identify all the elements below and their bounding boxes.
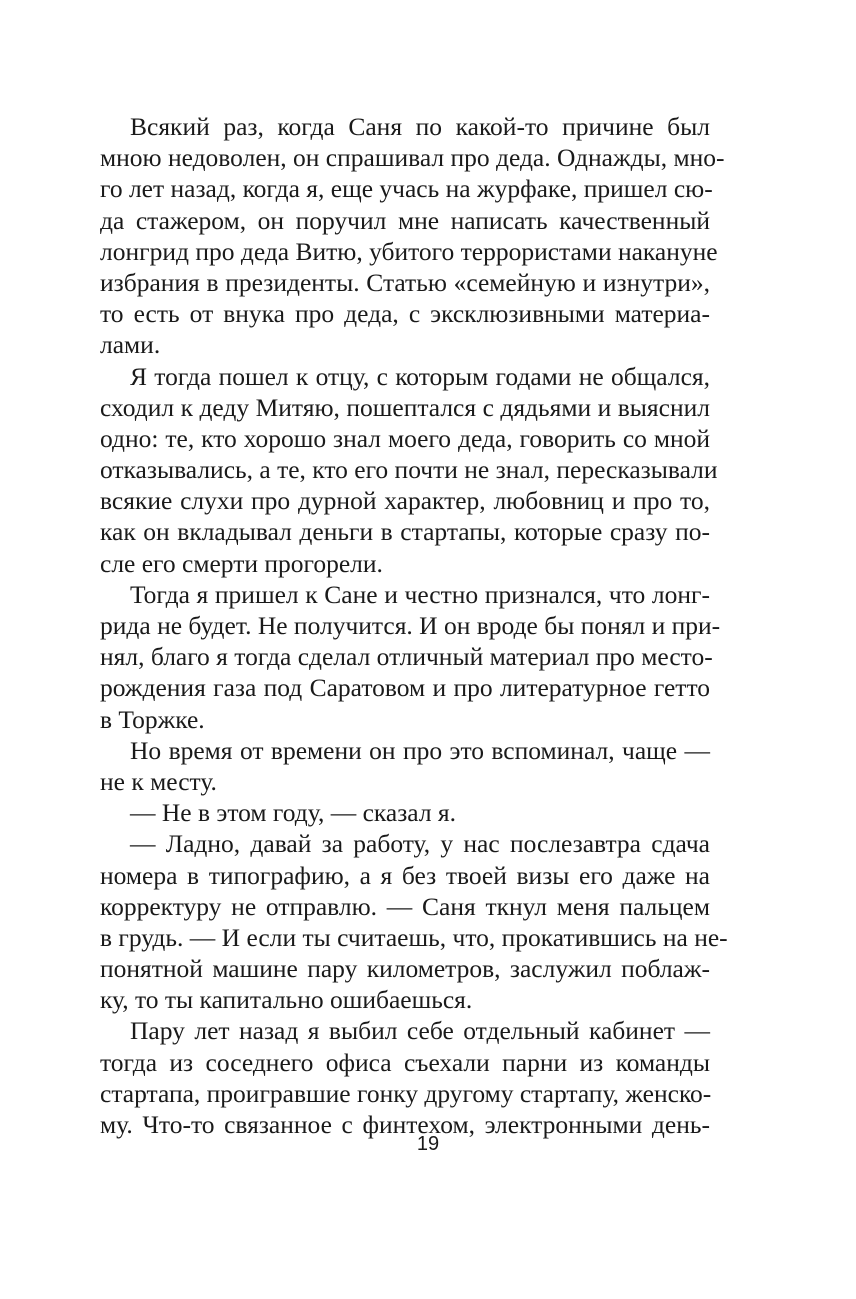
text-line: лами. [100,330,161,360]
text-line: в грудь. — И если ты считаешь, что, прокатившись на не- [100,922,728,952]
paragraph [100,111,725,361]
text-line: му. Что-то связанное с финтехом, электронными день- [100,1110,710,1139]
text-line: стартапа, проигравшие гонку другому стартапу, женско- [100,1078,712,1108]
text-line: сле его смерти прогорели. [100,548,383,578]
text-line: — Не в этом году, — сказал я. [130,798,457,828]
paragraph [100,361,718,579]
text-line: номера в типографию, а я без твоей визы его даже на [100,860,710,890]
text-line: избрания в президенты. Статью «семейную и изнутри», [100,267,710,297]
text-line: да стажером, он поручил мне написать качественный [100,205,710,235]
text-line: Но время от времени он про это вспоминал, чаще — [130,735,710,765]
text-line: сходил к деду Митяю, пошептался с дядьями и выяснил [100,392,710,422]
text-line: отказывались, а те, кто его почти не знал, пересказывали [100,455,718,485]
text-line: как он вкладывал деньги в стартапы, которые сразу по- [100,517,710,547]
text-line: тогда из соседнего офиса съехали парни из команды [100,1047,710,1077]
text-line: одно: те, кто хорошо знал моего деда, говорить со мной [100,423,710,453]
paragraph [100,828,728,1015]
text-line: — Ладно, давай за работу, у нас послезавтра сдача [130,829,710,859]
paragraph [100,1015,710,1140]
text-line: Пару лет назад я выбил себе отдельный кабинет — [130,1016,710,1046]
text-line: мною недоволен, он спрашивал про деда. Однажды, мно- [100,143,725,173]
text-line: го лет назад, когда я, еще учась на журфаке, пришел сю- [100,174,713,204]
text-line: лонгрид про деда Витю, убитого террористами накануне [100,236,718,266]
text-line: Тогда я пришел к Сане и честно признался, что лонг- [130,579,710,609]
paragraph [100,735,710,797]
text-line: то есть от внука про деда, с эксклюзивными материа- [100,299,710,329]
text-line: ку, то ты капитально ошибаешься. [100,985,473,1015]
text-line: корректуру не отправлю. — Саня ткнул меня пальцем [100,891,710,921]
text-line: рида не будет. Не получится. И он вроде бы понял и при- [100,611,721,640]
text-line: рождения газа под Саратовом и про литературное гетто [100,673,710,703]
paragraph [100,797,710,828]
text-line: нял, благо я тогда сделал отличный материал про место- [100,642,713,672]
paragraph [100,579,721,735]
text-line: не к месту. [100,766,217,796]
text-line: всякие слухи про дурной характер, любовниц и про то, [100,486,710,516]
text-line: понятной машине пару километров, заслужил поблаж- [100,954,710,984]
page-number: 19 [416,1133,440,1155]
text-line: Я тогда пошел к отцу, с которым годами не общался, [130,361,710,391]
text-line: Всякий раз, когда Саня по какой-то причине был [130,112,710,141]
text-line: в Торжке. [100,704,205,734]
body-text [100,111,728,1140]
